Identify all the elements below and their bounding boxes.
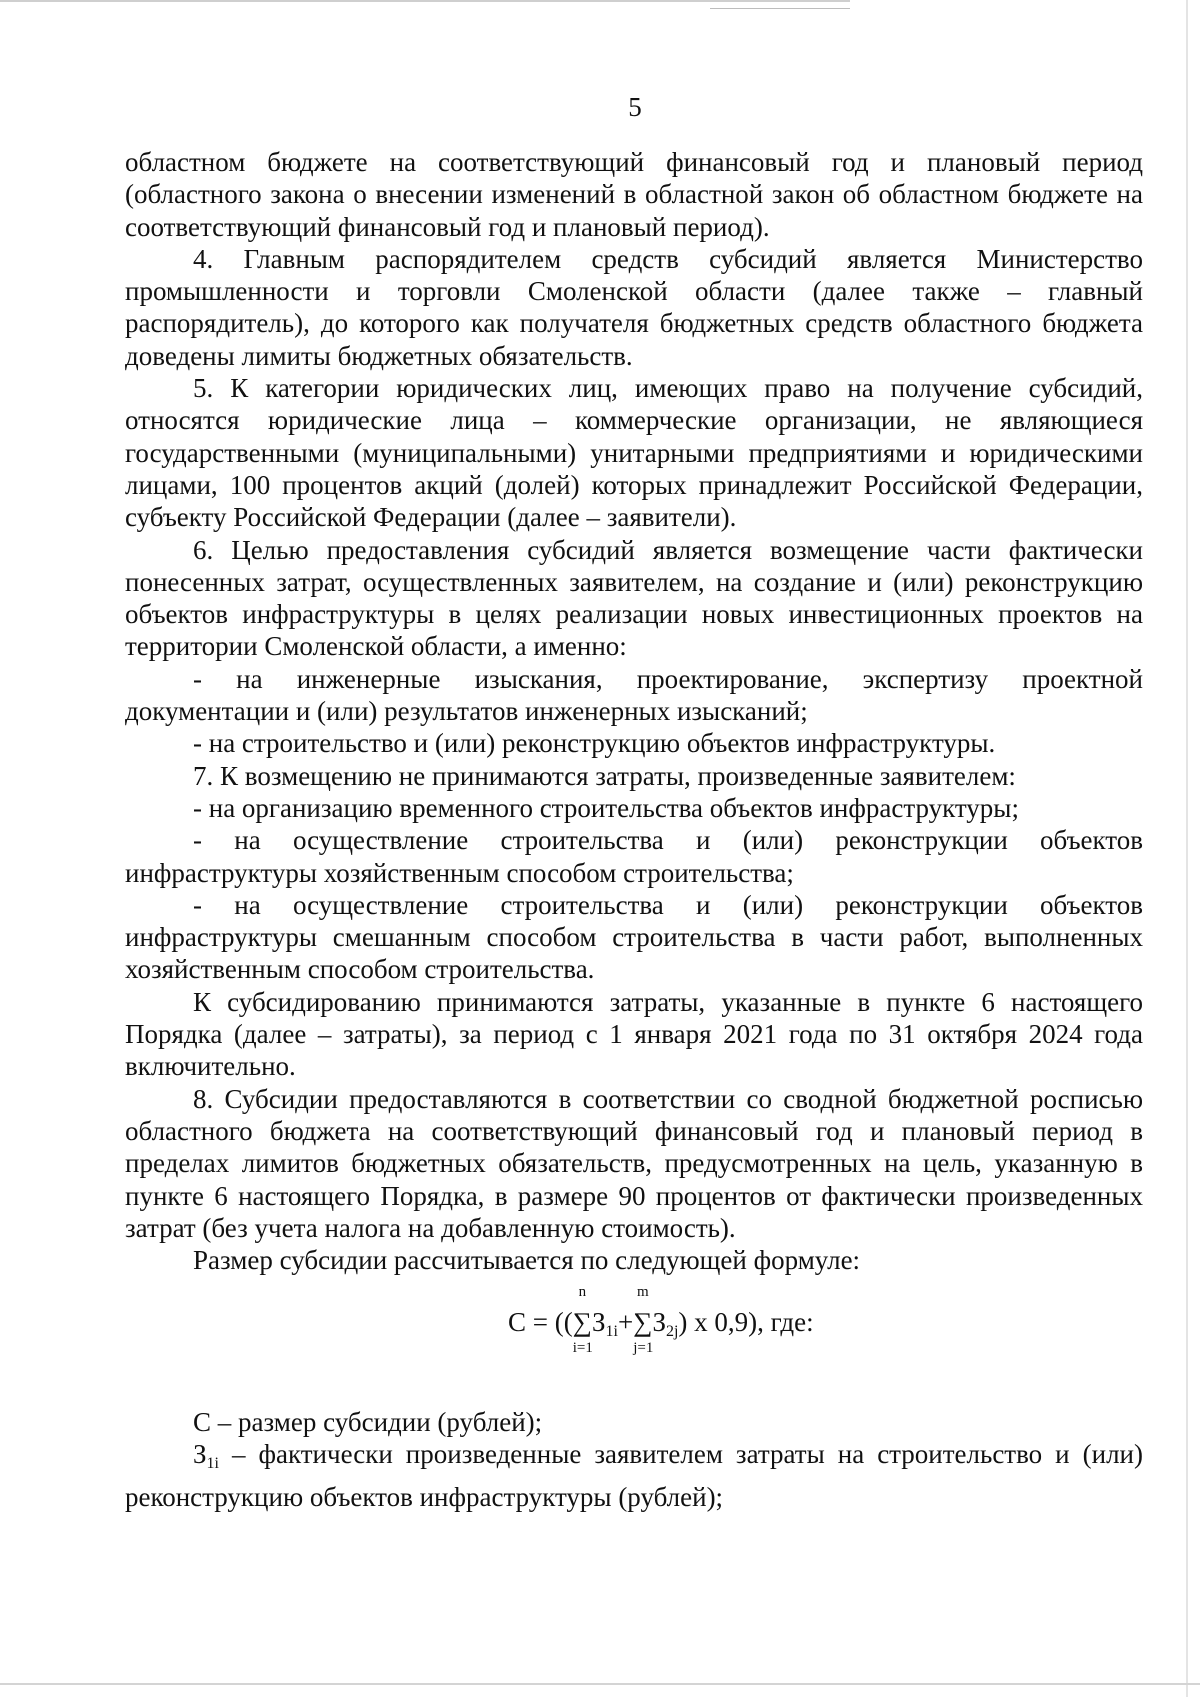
definition-z1i	[125, 1438, 1143, 1513]
sum-2-symbol: ∑	[633, 1307, 653, 1337]
formula-definitions	[125, 1406, 1143, 1513]
paragraph-formula-intro: Размер субсидии рассчитывается по следующей формуле:	[193, 1245, 861, 1276]
scan-edge-right	[1186, 0, 1188, 1697]
term-2-subscript: 2j	[665, 1323, 679, 1340]
sum-1-lower-limit: i=1	[572, 1340, 593, 1356]
definition-z-base: З	[193, 1439, 207, 1470]
sum-2-upper-limit: m	[636, 1284, 649, 1300]
sum-2-lower-limit: j=1	[633, 1340, 654, 1356]
formula-lhs: C = ((	[508, 1307, 573, 1337]
sum-2	[633, 1284, 654, 1356]
paragraph-continuation: областном бюджете на соответствующий финансовый год и плановый период (областного закона о внесении изменений в областной закон об областном бюджете на соответствующий финансовый год и плановый период).	[125, 147, 1143, 242]
bullet-item-6-a: - на инженерные изыскания, проектирование, экспертизу проектной документации и (или) результатов инженерных изысканий;	[125, 663, 1143, 727]
paragraph-item-8: 8. Субсидии предоставляются в соответствии со сводной бюджетной росписью областного бюджета на соответствующий финансовый год и плановый период в пределах лимитов бюджетных обязательств, предусмотренных на цель, указанную в пункте 6 настоящего Порядка, в размере 90 процентов от фактически произведенных затрат (без учета налога на добавленную стоимость).	[125, 1083, 1143, 1243]
scan-edge-top	[0, 0, 850, 2]
definition-c: C – размер субсидии (рублей);	[193, 1407, 543, 1437]
bullet-item-7-a: - на организацию временного строительства объектов инфраструктуры;	[193, 792, 1019, 823]
paragraph-item-7: 7. К возмещению не принимаются затраты, произведенные заявителем:	[193, 760, 1016, 791]
scan-edge-bottom	[0, 1683, 1200, 1685]
sum-1-symbol: ∑	[572, 1307, 592, 1337]
formula-tail: ) x 0,9), где:	[678, 1307, 814, 1337]
paragraph-subsidized-costs: К субсидированию принимаются затраты, указанные в пункте 6 настоящего Порядка (далее – затраты), за период с 1 января 2021 года по 31 октября 2024 года включительно.	[125, 986, 1143, 1082]
definition-z-subscript: 1i	[206, 1455, 219, 1473]
bullet-item-7-c: - на осуществление строительства и (или) реконструкции объектов инфраструктуры смешанным способом строительства в части работ, выполненных хозяйственным способом строительства.	[125, 889, 1143, 985]
sum-1	[572, 1284, 593, 1356]
formula-plus: +	[617, 1307, 634, 1337]
definition-z-text: – фактически произведенные заявителем затраты на строительство и (или) реконструкцию объектов инфраструктуры (рублей);	[125, 1439, 1143, 1512]
document-body	[125, 146, 1143, 1276]
term-2-base: З	[652, 1307, 666, 1337]
page-number: 5	[628, 92, 642, 122]
sum-1-upper-limit: n	[578, 1284, 587, 1300]
scan-edge-top-mark	[710, 8, 850, 9]
paragraph-item-4: 4. Главным распорядителем средств субсидий является Министерство промышленности и торговли Смоленской области (далее также – главный распорядитель), до которого как получателя бюджетных средств областного бюджета доведены лимиты бюджетных обязательств.	[125, 243, 1143, 371]
bullet-item-7-b: - на осуществление строительства и (или) реконструкции объектов инфраструктуры хозяйственным способом строительства;	[125, 825, 1143, 888]
paragraph-item-6: 6. Целью предоставления субсидий является возмещение части фактически понесенных затрат, осуществленных заявителем, на создание и (или) реконструкцию объектов инфраструктуры в целях реализации новых инвестиционных проектов на территории Смоленской области, а именно:	[125, 534, 1143, 662]
bullet-item-6-b: - на строительство и (или) реконструкцию объектов инфраструктуры.	[193, 728, 996, 759]
term-1-base: З	[591, 1307, 606, 1337]
term-1-subscript: 1i	[605, 1323, 618, 1340]
paragraph-item-5: 5. К категории юридических лиц, имеющих право на получение субсидий, относятся юридические лица – коммерческие организации, не являющиеся государственными (муниципальными) унитарными предприятиями и юридическими лицами, 100 процентов акций (долей) которых принадлежит Российской Федерации, субъекту Российской Федерации (далее – заявители).	[125, 373, 1143, 533]
subsidy-formula	[508, 1284, 814, 1356]
